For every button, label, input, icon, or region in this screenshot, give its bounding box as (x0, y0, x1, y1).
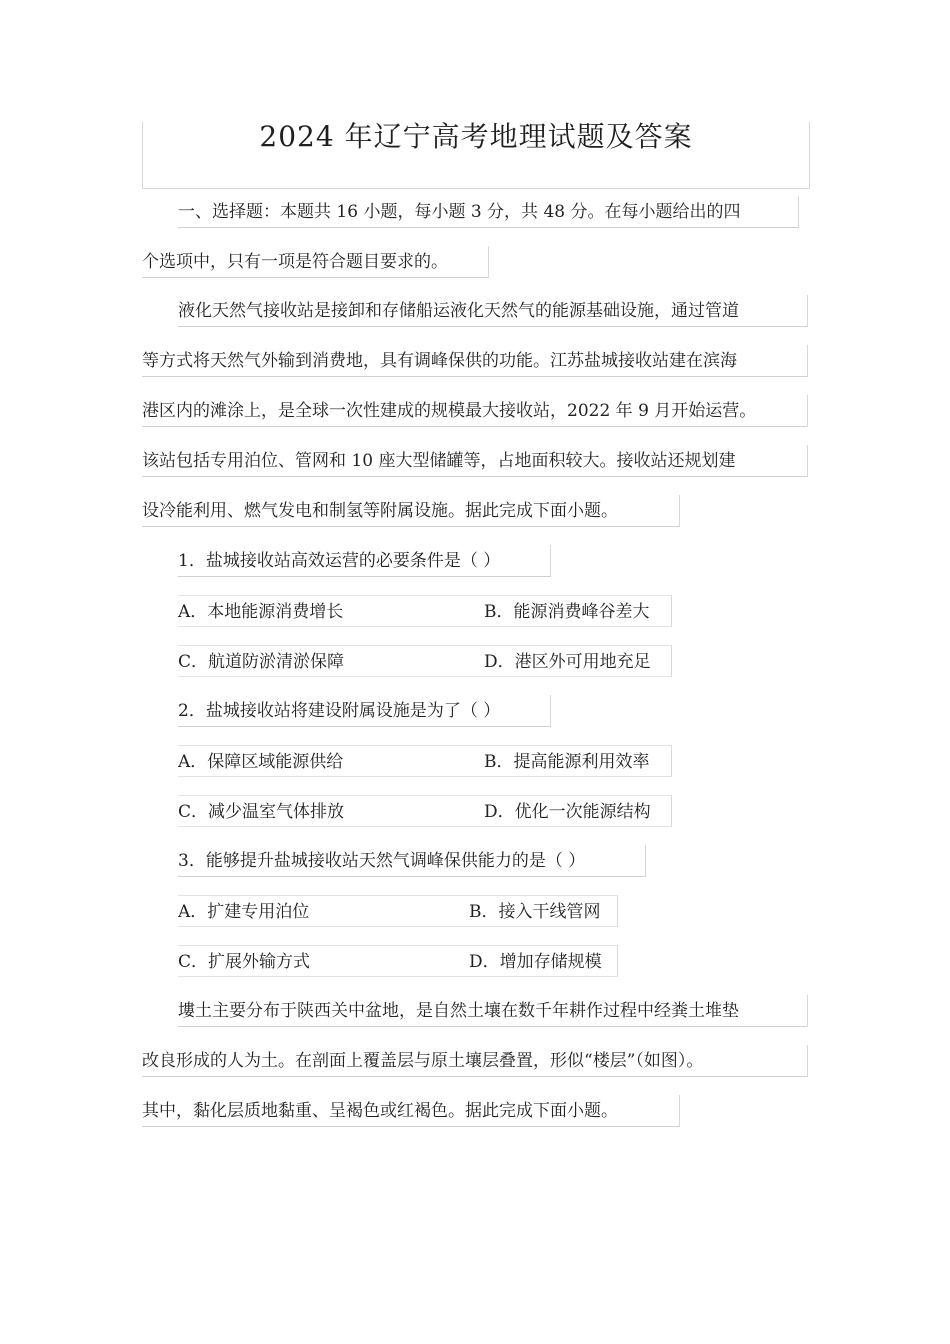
passage1-line-3: 港区内的滩涂上，是全球一次性建成的规模最大接收站，2022 年 9 月开始运营。 (142, 395, 808, 427)
question-1-options-row-2 (178, 645, 672, 677)
passage1-line-5: 设冷能利用、燃气发电和制氢等附属设施。据此完成下面小题。 (142, 495, 680, 527)
passage2-line-3: 其中，黏化层质地黏重、呈褐色或红褐色。据此完成下面小题。 (142, 1095, 680, 1127)
question-2-option-a[interactable]: A．保障区域能源供给 (178, 752, 344, 772)
passage2-line-2: 改良形成的人为土。在剖面上覆盖层与原土壤层叠置，形似“楼层”（如图）。 (142, 1045, 808, 1077)
question-1-option-a[interactable]: A．本地能源消费增长 (178, 602, 344, 622)
passage2-line-1: 塿土主要分布于陕西关中盆地，是自然土壤在数千年耕作过程中经粪土堆垫 (178, 995, 808, 1027)
question-3-option-b[interactable]: B．接入干线管网 (469, 902, 601, 922)
section-header-line-1: 一、选择题：本题共 16 小题，每小题 3 分，共 48 分。在每小题给出的四 (178, 196, 799, 228)
question-2-options-row-1 (178, 745, 672, 777)
section-header-line-2: 个选项中，只有一项是符合题目要求的。 (142, 246, 489, 278)
passage1-line-1: 液化天然气接收站是接卸和存储船运液化天然气的能源基础设施，通过管道 (178, 295, 808, 327)
question-3-option-a[interactable]: A．扩建专用泊位 (178, 902, 310, 922)
question-3-option-d[interactable]: D．增加存储规模 (469, 952, 602, 972)
question-2-option-d[interactable]: D．优化一次能源结构 (484, 802, 651, 822)
question-2-options-row-2 (178, 795, 672, 827)
passage1-line-2: 等方式将天然气外输到消费地，具有调峰保供的功能。江苏盐城接收站建在滨海 (142, 345, 808, 377)
question-1-stem: 1．盐城接收站高效运营的必要条件是（ ） (178, 545, 551, 577)
question-2-stem: 2．盐城接收站将建设附属设施是为了（ ） (178, 695, 551, 727)
question-3-options-row-2 (178, 945, 618, 977)
question-3-option-c[interactable]: C．扩展外输方式 (178, 952, 311, 972)
page-title: 2024 年辽宁高考地理试题及答案 (259, 120, 693, 153)
question-2-option-b[interactable]: B．提高能源利用效率 (484, 752, 650, 772)
question-1-options-row-1 (178, 595, 672, 627)
question-1-option-b[interactable]: B．能源消费峰谷差大 (484, 602, 650, 622)
question-2-option-c[interactable]: C．减少温室气体排放 (178, 802, 345, 822)
question-1-option-c[interactable]: C．航道防淤清淤保障 (178, 652, 345, 672)
title-box (142, 122, 810, 189)
passage1-line-4: 该站包括专用泊位、管网和 10 座大型储罐等，占地面积较大。接收站还规划建 (142, 445, 808, 477)
question-3-stem: 3．能够提升盐城接收站天然气调峰保供能力的是（ ） (178, 845, 646, 877)
question-1-option-d[interactable]: D．港区外可用地充足 (484, 652, 651, 672)
question-3-options-row-1 (178, 895, 618, 927)
